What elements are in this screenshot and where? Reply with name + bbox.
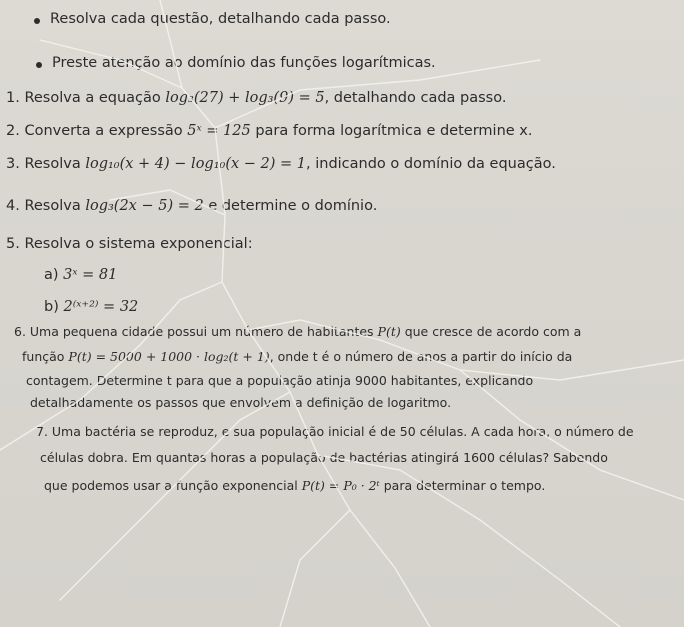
question-7-text-end: para determinar o tempo. <box>383 478 546 493</box>
question-6-text: 6. Uma pequena cidade possui um número de habitantes <box>14 324 374 339</box>
question-4 <box>6 196 377 216</box>
question-2-text-end: para forma logarítmica e determine x. <box>255 123 533 139</box>
question-6-line-1 <box>14 322 581 342</box>
question-6-text-end: que cresce de acordo com a <box>404 324 582 339</box>
question-5 <box>6 234 253 254</box>
item-b-equation: 2⁽ˣ⁺²⁾ = 32 <box>63 299 139 315</box>
question-6-instruction: detalhadamente os passos que envolvem a definição de logaritmo. <box>30 395 452 410</box>
question-5-item-b <box>44 297 138 317</box>
question-6-line-3 <box>26 371 533 391</box>
question-1 <box>6 88 506 108</box>
question-7-line-2 <box>40 448 608 468</box>
question-2 <box>6 121 532 141</box>
question-7-line-3 <box>44 476 545 496</box>
question-6-line-2 <box>22 347 572 367</box>
question-3-text-end: , indicando o domínio da equação. <box>306 156 556 172</box>
question-3-number: 3. <box>6 156 20 172</box>
question-4-number: 4. <box>6 198 20 214</box>
question-4-equation: log₃(2x − 5) = 2 <box>85 198 204 214</box>
question-3-text: Resolva <box>24 156 81 172</box>
question-5-item-a <box>44 265 117 285</box>
question-2-text: Converta a expressão <box>24 123 183 139</box>
question-1-text: Resolva a equação <box>24 90 161 106</box>
instruction-2: Preste atenção ao domínio das funções logarítmicas. <box>52 55 436 71</box>
question-3 <box>6 154 556 174</box>
question-3-equation: log₁₀(x + 4) − log₁₀(x − 2) = 1 <box>85 156 307 172</box>
instruction-1: Resolva cada questão, detalhando cada passo. <box>50 11 391 27</box>
question-6-function-label: função <box>22 349 65 364</box>
question-7-function: P(t) = P₀ · 2ᵗ <box>301 478 380 493</box>
bullet-dot <box>36 62 42 68</box>
question-5-number: 5. <box>6 236 20 252</box>
question-7-text-start: que podemos usar a função exponencial <box>44 478 298 493</box>
question-1-number: 1. <box>6 90 20 106</box>
question-6-line-4 <box>30 393 451 413</box>
item-a-equation: 3ˣ = 81 <box>63 267 118 283</box>
question-2-number: 2. <box>6 123 20 139</box>
question-7-question: células dobra. Em quantas horas a população de bactérias atingirá 1600 células? Sabendo <box>40 450 608 465</box>
item-b-label: b) <box>44 299 59 315</box>
question-7-line-1 <box>36 422 634 442</box>
question-5-text: Resolva o sistema exponencial: <box>24 236 253 252</box>
item-a-label: a) <box>44 267 59 283</box>
question-6-task: contagem. Determine t para que a população atinja 9000 habitantes, explicando <box>26 373 534 388</box>
question-2-expression: 5ˣ = 125 <box>187 123 251 139</box>
question-1-text-end: , detalhando cada passo. <box>324 90 507 106</box>
question-6-function: P(t) = 5000 + 1000 · log₂(t + 1) <box>68 349 270 364</box>
question-6-function-name: P(t) <box>377 324 401 339</box>
question-6-definition: , onde t é o número de anos a partir do início da <box>269 349 573 364</box>
question-7-text: 7. Uma bactéria se reproduz, e sua população inicial é de 50 células. A cada hora, o número de <box>36 424 634 439</box>
bullet-dot <box>34 18 40 24</box>
question-4-text-end: e determine o domínio. <box>208 198 378 214</box>
question-4-text: Resolva <box>24 198 81 214</box>
question-1-equation: log₃(27) + log₃(9) = 5 <box>165 90 325 106</box>
